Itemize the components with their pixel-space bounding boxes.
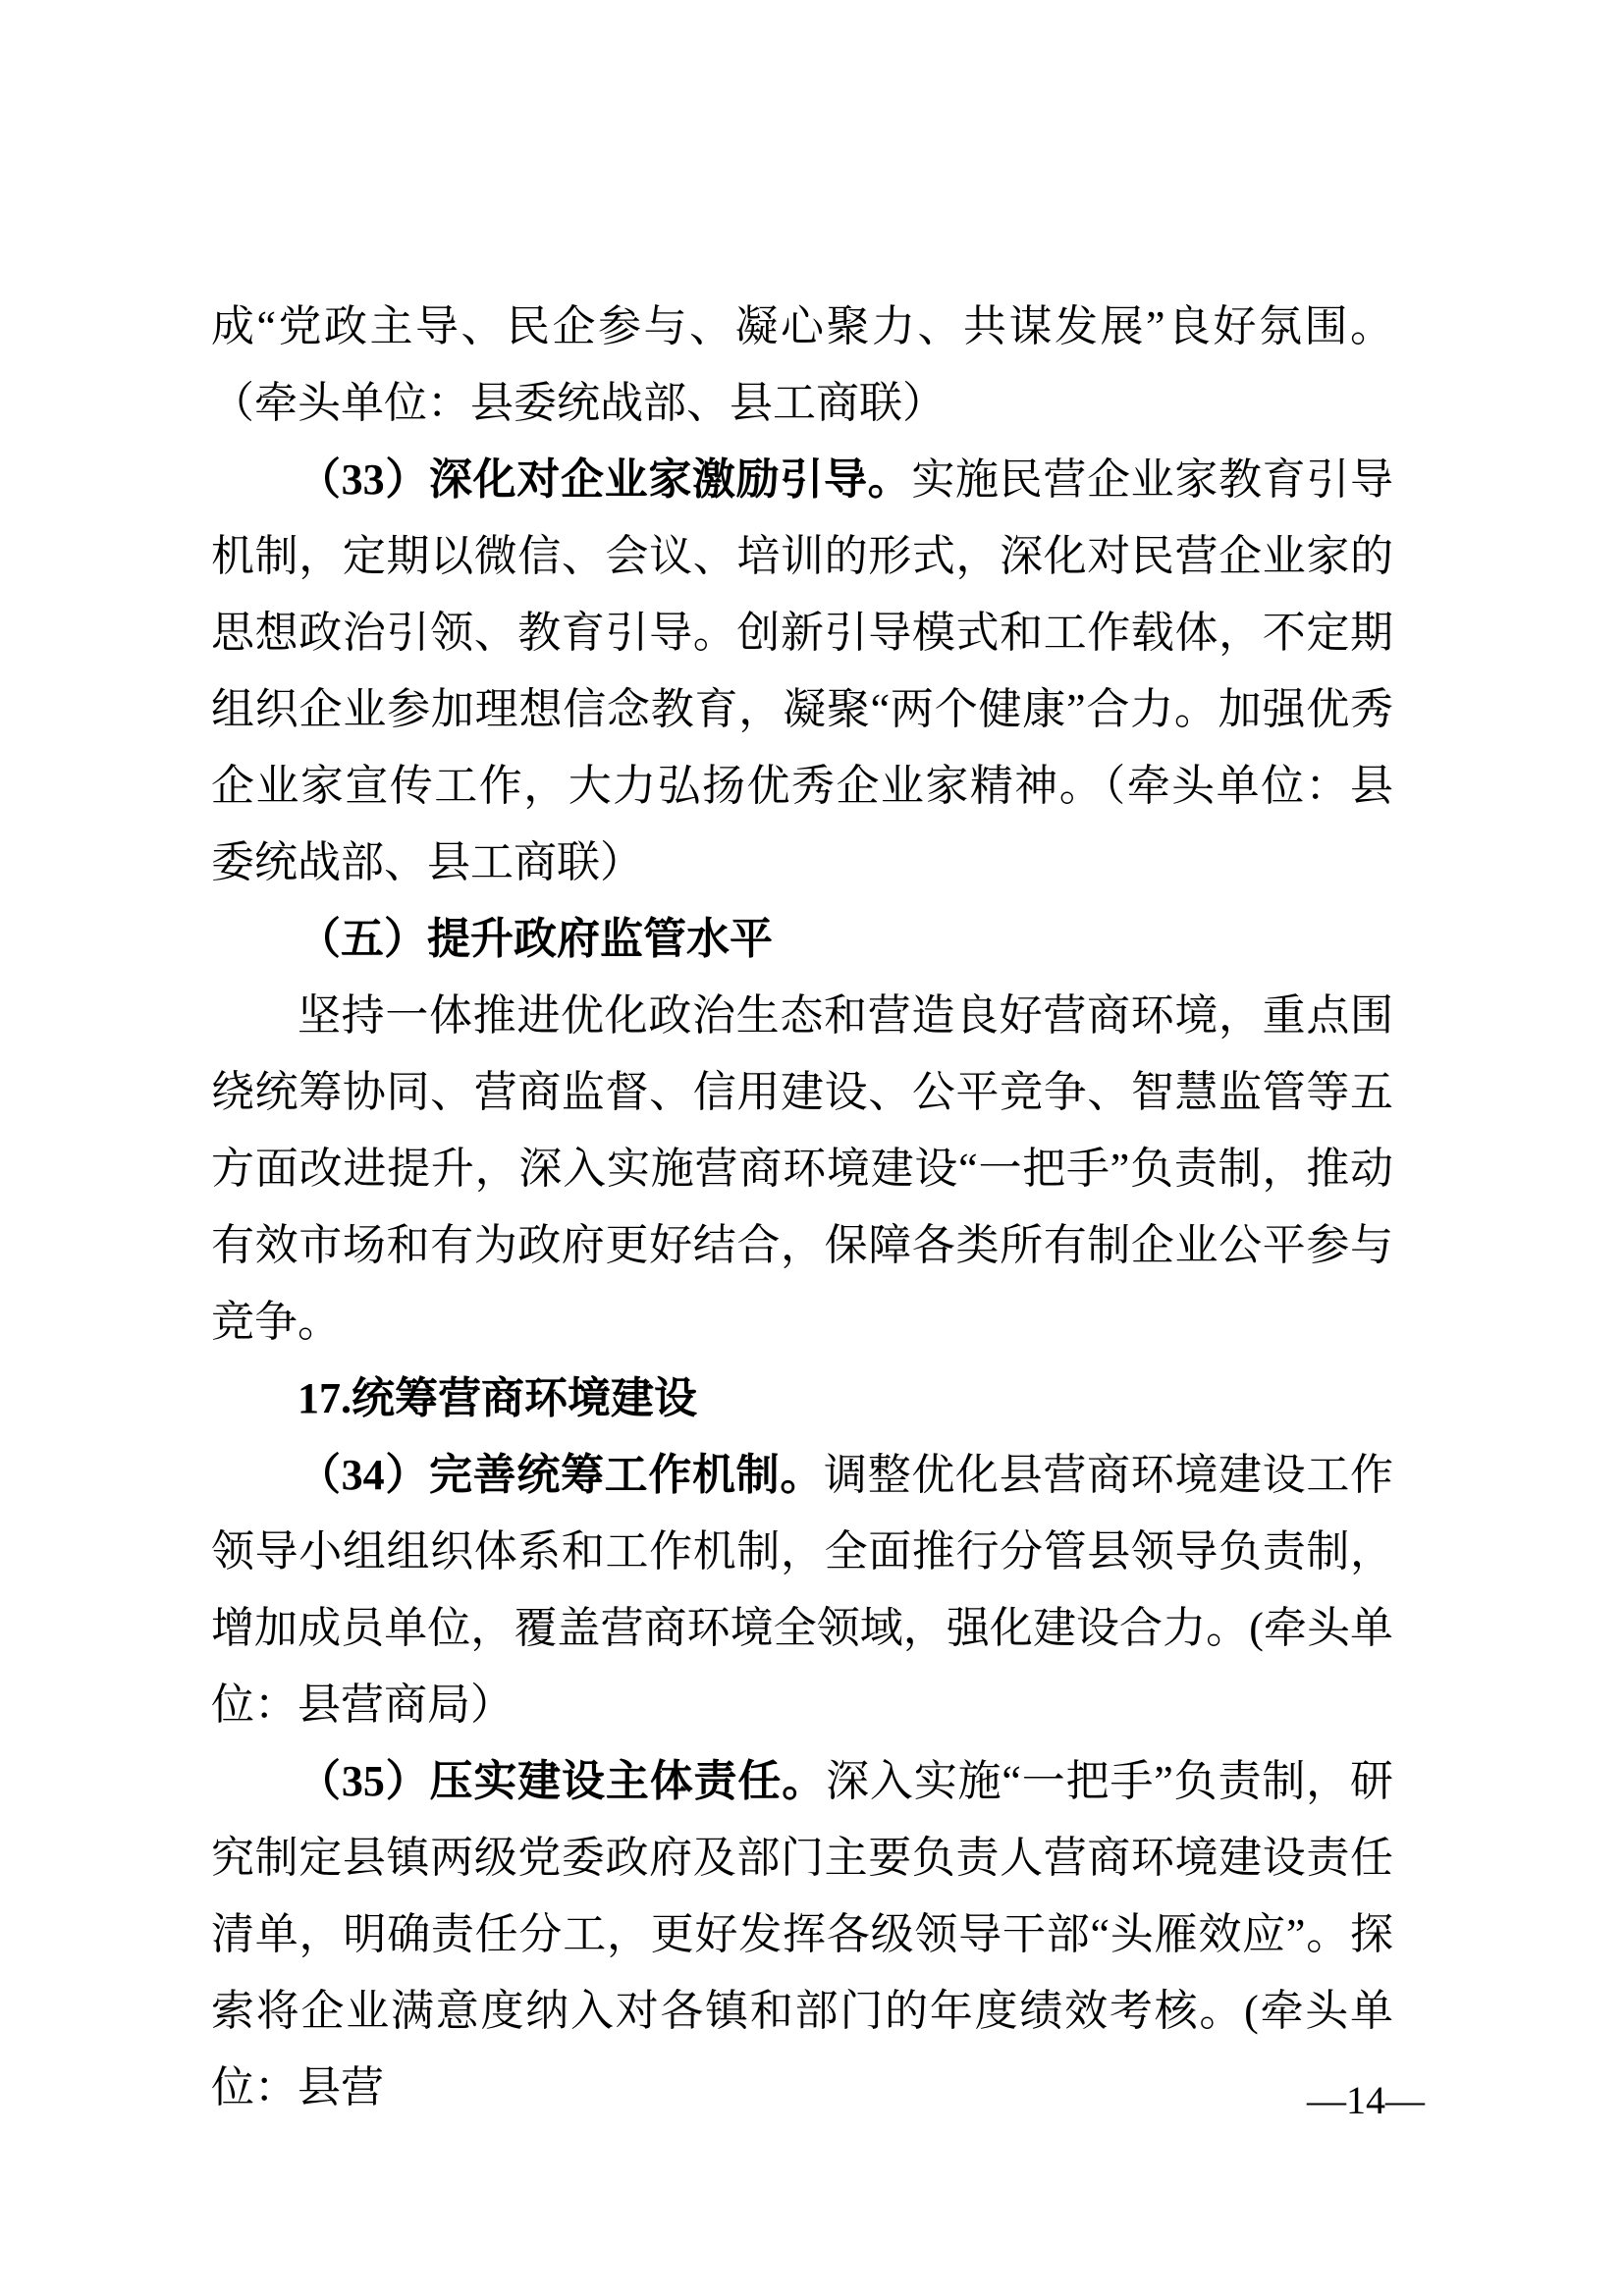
section-heading [211,1361,1393,1437]
bold-lead-text: （33）深化对企业家激励引导。 [298,455,912,504]
body-text: 实施民营企业家教育引导机制，定期以微信、会议、培训的形式，深化对民营企业家的思想政治引领、教育引导。创新引导模式和工作载体，不定期组织企业参加理想信念教育，凝聚“两个健康”合力。加强优秀企业家宣传工作，大力弘扬优秀企业家精神。（牵头单位：县委统战部、县工商联） [211,455,1394,886]
paragraph [211,1743,1393,2126]
bold-lead-text: （34）完善统筹工作机制。 [298,1451,824,1499]
paragraph [211,1437,1393,1743]
paragraph [211,289,1393,442]
bold-lead-text: 17.统筹营商环境建设 [298,1374,697,1422]
bold-lead-text: （五）提升政府监管水平 [298,915,773,963]
body-text: 成“党政主导、民企参与、凝心聚力、共谋发展”良好氛围。（牵头单位：县委统战部、县工商联） [211,302,1393,427]
paragraph [211,442,1393,901]
bold-lead-text: （35）压实建设主体责任。 [298,1757,827,1805]
document-body [211,289,1393,2126]
body-text: 坚持一体推进优化政治生态和营造良好营商环境，重点围绕统筹协同、营商监督、信用建设、公平竞争、智慧监管等五方面改进提升，深入实施营商环境建设“一把手”负责制，推动有效市场和有为政府更好结合，保障各类所有制企业公平参与竞争。 [211,991,1393,1346]
paragraph [211,978,1393,1361]
page-number: —14— [1307,2078,1425,2122]
section-heading [211,901,1393,978]
body-text: 深入实施“一把手”负责制，研究制定县镇两级党委政府及部门主要负责人营商环境建设责任清单，明确责任分工，更好发挥各级领导干部“头雁效应”。探索将企业满意度纳入对各镇和部门的年度绩效考核。(牵头单位：县营 [211,1757,1394,2111]
body-text: 调整优化县营商环境建设工作领导小组组织体系和工作机制，全面推行分管县领导负责制，增加成员单位，覆盖营商环境全领域，强化建设合力。(牵头单位：县营商局） [211,1451,1393,1729]
